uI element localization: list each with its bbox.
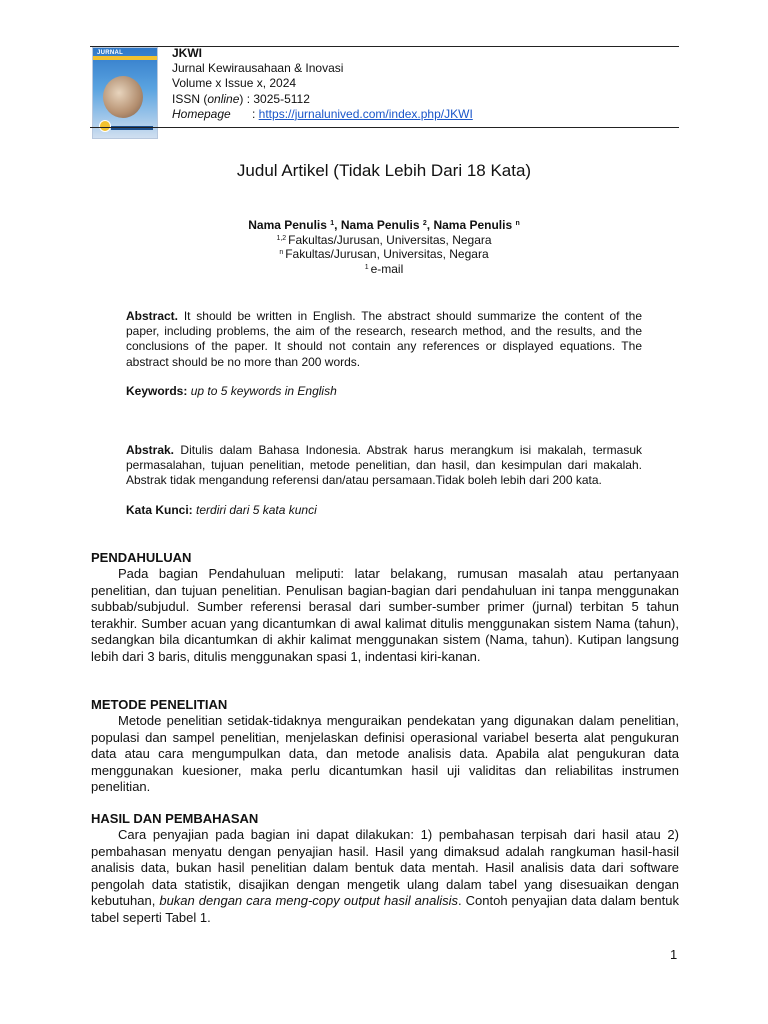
keywords-label: Keywords: bbox=[126, 384, 188, 398]
affiliation-2-sup: n bbox=[279, 249, 286, 257]
homepage-sep: : bbox=[252, 106, 259, 121]
introduction-text: Pada bagian Pendahuluan meliputi: latar belakang, rumusan masalah atau pertanyaan penelitian, dan tujuan penelitian. Penulisan bagian-bagian dari pendahuluan ini tanpa menggunakan subbab/subjudul. Sumber referensi berasal dari sumber-sumber primer (jurnal) terbitan 5 tahun terakhir. Sumber acuan yang dicantumkan di awal kalimat ditulis menggunakan sistem Nama (tahun), sedangkan bila dicantumkan di akhir kalimat menggunakan sistem (Nama, tahun). Kutipan langsung lebih dari 3 baris, ditulis menggunakan spasi 1, indentasi kiri-kanan. bbox=[91, 566, 679, 664]
journal-info bbox=[172, 46, 473, 122]
journal-homepage bbox=[172, 107, 473, 122]
author-3: , Nama Penulis bbox=[426, 218, 516, 232]
homepage-label: Homepage bbox=[172, 106, 231, 121]
author-1: Nama Penulis bbox=[248, 218, 331, 232]
issn-online: online bbox=[207, 91, 240, 106]
author-names bbox=[0, 218, 768, 233]
author-block bbox=[0, 218, 768, 276]
results-text-b: . Contoh penyajian data dalam bentuk tabel seperti Tabel 1. bbox=[91, 893, 679, 925]
cover-text: JURNAL bbox=[97, 50, 124, 56]
abstract-english bbox=[126, 309, 642, 370]
section-body-method bbox=[91, 713, 679, 796]
issn-label: ISSN ( bbox=[172, 91, 208, 106]
affiliation-1-sup: 1,2 bbox=[276, 234, 289, 242]
results-text-italic: bukan dengan cara meng-copy output hasil analisis bbox=[159, 893, 459, 909]
author-1-sup: 1 bbox=[330, 220, 335, 227]
header-bottom-rule bbox=[90, 127, 679, 128]
abstract-indonesian bbox=[126, 443, 642, 489]
abstract-text: It should be written in English. The abstract should summarize the content of the paper, including problems, the aim of the research, research method, and the results, and the conclusions of the paper. It should not contain any references or displayed equations. The abstract should be no more than 200 words. bbox=[126, 309, 642, 369]
kata-kunci-label: Kata Kunci: bbox=[126, 503, 193, 517]
affiliation-1 bbox=[0, 233, 768, 248]
abstract-label: Abstract. bbox=[126, 309, 179, 323]
author-3-sup: n bbox=[515, 220, 520, 227]
journal-name: Jurnal Kewirausahaan & Inovasi bbox=[172, 61, 344, 76]
article-title: Judul Artikel (Tidak Lebih Dari 18 Kata) bbox=[236, 161, 532, 180]
cover-photo bbox=[103, 76, 143, 118]
abstrak-label: Abstrak. bbox=[126, 443, 175, 457]
journal-issn bbox=[172, 92, 473, 107]
author-2-sup: 2 bbox=[422, 220, 427, 227]
kata-kunci-text: terdiri dari 5 kata kunci bbox=[192, 503, 317, 517]
method-text: Metode penelitian setidak-tidaknya menguraikan pendekatan yang digunakan dalam penelitian, populasi dan sampel penelitian, menjelaskan definisi operasional variabel beserta alat pengukuran data atau cara mengumpulkan data, dan metode analisis data. Apabila alat pengukuran data menggunakan kuesioner, maka perlu dicantumkan hasil uji validitas dan reliabilitas instrumen penelitian. bbox=[91, 713, 679, 795]
cover-logo bbox=[99, 120, 111, 132]
keywords-indonesian bbox=[126, 503, 317, 517]
section-body-results bbox=[91, 827, 679, 927]
email-text: e-mail bbox=[370, 261, 404, 276]
page-number: 1 bbox=[670, 947, 678, 962]
journal-volume: Volume x Issue x, 2024 bbox=[172, 76, 297, 91]
abstrak-text: Ditulis dalam Bahasa Indonesia. Abstrak harus merangkum isi makalah, termasuk permasalahan, tujuan penelitian, metode penelitian, dan hasil, dan kesimpulan dari makalah. Abstrak tidak mengandung referensi dan/atau persamaan.Tidak boleh lebih dari 200 kata. bbox=[126, 443, 642, 488]
homepage-link[interactable]: https://jurnalunived.com/index.php/JKWI bbox=[258, 106, 473, 121]
issn-value: ) : 3025-5112 bbox=[239, 91, 310, 106]
author-email bbox=[0, 262, 768, 277]
journal-abbr: JKWI bbox=[172, 46, 202, 60]
section-body-introduction bbox=[91, 566, 679, 666]
keywords-english bbox=[126, 384, 337, 398]
section-heading-results: HASIL DAN PEMBAHASAN bbox=[91, 811, 259, 826]
author-2: , Nama Penulis bbox=[334, 218, 423, 232]
email-sup: 1 bbox=[364, 263, 371, 271]
results-text-a: Cara penyajian pada bagian ini dapat dilakukan: 1) pembahasan terpisah dari hasil atau 2) pembahasan menyatu dengan penyajian hasil. Hasil yang dimaksud adalah rangkuman hasil-hasil analisis data, bukan hasil penelitian dalam bentuk data mentah. Hasil analisis data dari software pengolah data statistik, disajikan dengan mengetik ulang dalam tabel yang disesuaikan dengan kebutuhan, bbox=[91, 827, 679, 909]
section-heading-introduction: PENDAHULUAN bbox=[91, 550, 192, 565]
affiliation-1-text: Fakultas/Jurusan, Universitas, Negara bbox=[288, 232, 492, 247]
journal-cover-image bbox=[92, 47, 158, 139]
cover-band bbox=[93, 56, 157, 60]
section-heading-method: METODE PENELITIAN bbox=[91, 697, 228, 712]
keywords-text: up to 5 keywords in English bbox=[187, 384, 337, 398]
affiliation-2-text: Fakultas/Jurusan, Universitas, Negara bbox=[285, 247, 489, 262]
affiliation-2 bbox=[0, 247, 768, 262]
